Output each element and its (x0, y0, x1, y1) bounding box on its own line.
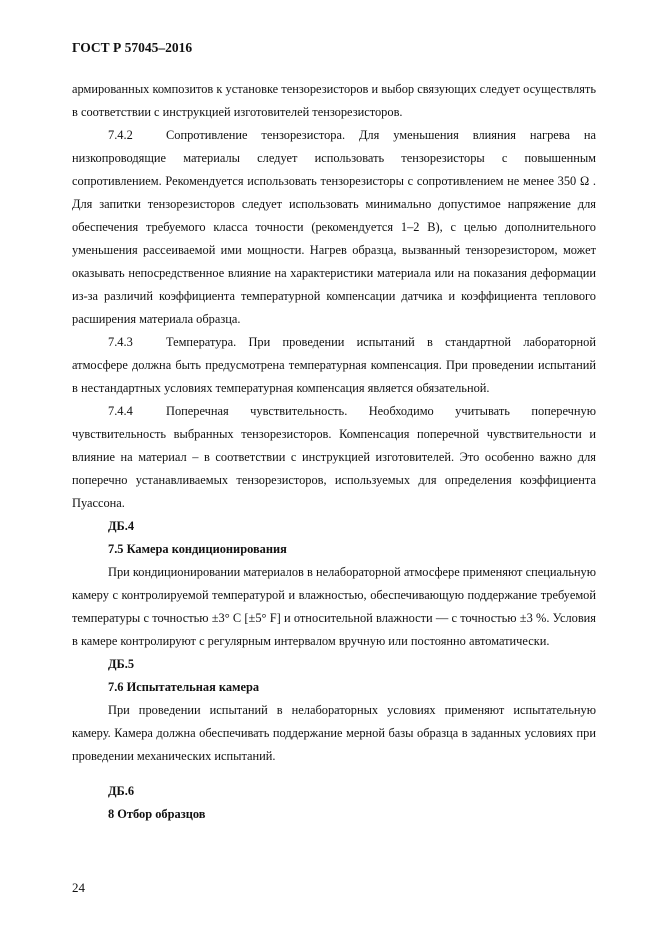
clause-number: 7.4.4 (108, 404, 133, 418)
annex-label-db4: ДБ.4 (108, 519, 135, 533)
paragraph-text: Поперечная чувствительность. Необходимо учитывать поперечную чувствительность выбранных тензорезисторов. Компенсация поперечной чувствительности и влияние на материал – в соответствии с инструкцией изготовителей. Это особенно важно для поперечно устанавливаемых тензорезисторов, используемых для определения коэффициента Пуассона. (72, 404, 596, 510)
spacer (72, 768, 596, 780)
section-heading-8: 8 Отбор образцов (108, 807, 206, 821)
paragraph-7-4-4 (72, 400, 596, 515)
paragraph-text: Температура. При проведении испытаний в стандартной лабораторной атмосфере должна быть предусмотрена температурная компенсация. При проведении испытаний в нестандартных условиях температурная компенсация является обязательной. (72, 335, 596, 395)
clause-number: 7.4.2 (108, 128, 133, 142)
paragraph-7-4-3 (72, 331, 596, 400)
paragraph-7-4-2 (72, 124, 596, 331)
paragraph-continuation: армированных композитов к установке тензорезисторов и выбор связующих следует осуществлять в соответствии с инструкцией изготовителей тензорезисторов. (72, 82, 596, 119)
paragraph-7-5: При кондиционировании материалов в нелабораторной атмосфере применяют специальную камеру с контролируемой температурой и влажностью, обеспечивающую поддержание требуемой температуры с точностью ±3° С [±5° F] и относительной влажности — с точностью ±3 %. Условия в камере контролируют с регулярным интервалом вручную или постоянно автоматически. (72, 565, 596, 648)
section-heading-7-5: 7.5 Камера кондиционирования (108, 542, 287, 556)
annex-label-db5: ДБ.5 (108, 657, 135, 671)
document-header: ГОСТ Р 57045–2016 (72, 40, 193, 55)
paragraph-7-6: При проведении испытаний в нелабораторных условиях применяют испытательную камеру. Камера должна обеспечивать поддержание мерной базы образца в заданных условиях при проведении механических испытаний. (72, 703, 596, 763)
page-number: 24 (72, 880, 85, 895)
clause-number: 7.4.3 (108, 335, 133, 349)
paragraph-text: Сопротивление тензорезистора. Для уменьшения влияния нагрева на низкопроводящие материалы следует использовать тензорезисторы с повышенным сопротивлением. Рекомендуется использовать тензорезисторы с сопротивлением не менее 350 Ω . Для запитки тензорезисторов следует использовать минимально допустимое напряжение для обеспечения требуемого класса точности (рекомендуется 1–2 В), с целью дополнительного уменьшения рассеиваемой ими мощности. Нагрев образца, вызванный тензорезистором, может оказывать непосредственное влияние на характеристики материала или на показания деформации из-за различий коэффициента температурной компенсации датчика и коэффициента теплового расширения материала образца. (72, 128, 596, 326)
annex-label-db6: ДБ.6 (108, 784, 135, 798)
section-heading-7-6: 7.6 Испытательная камера (108, 680, 260, 694)
document-body (72, 78, 596, 826)
